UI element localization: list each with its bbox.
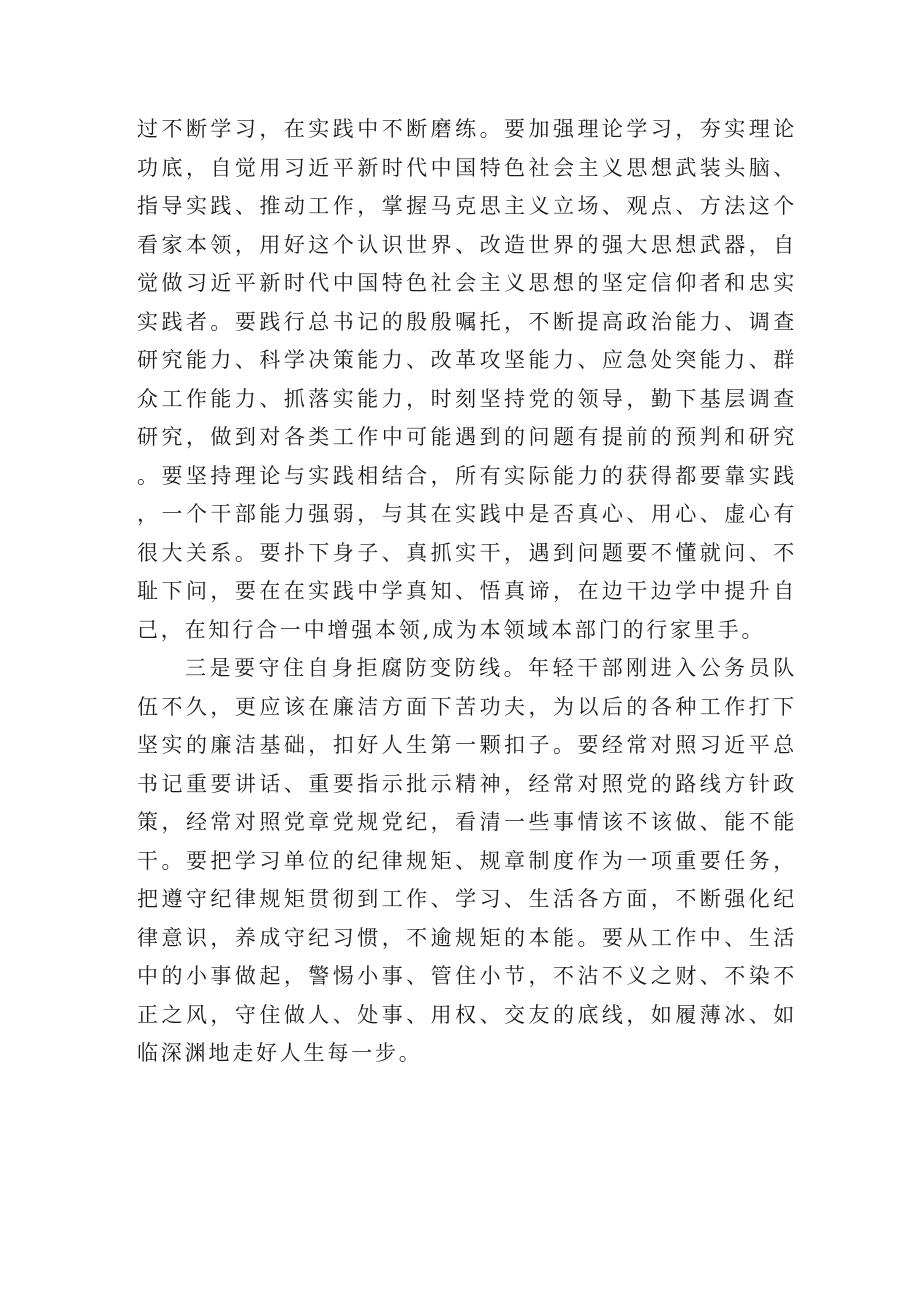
paragraph-anti-corruption: 三是要守住自身拒腐防变防线。年轻干部刚进入公务员队伍不久，更应该在廉洁方面下苦功夫，为以后的各种工作打下坚实的廉洁基础，扣好人生第一颗扣子。要经常对照习近平总书记重要讲话、重要指示批示精神，经常对照党的路线方针政策，经常对照党章党规党纪，看清一些事情该不该做、能不能干。要把学习单位的纪律规矩、规章制度作为一项重要任务，把遵守纪律规矩贯彻到工作、学习、生活各方面，不断强化纪律意识，养成守纪习惯，不逾规矩的本能。要从工作中、生活中的小事做起，警惕小事、管住小节，不沾不义之财、不染不正之风，守住做人、处事、用权、交友的底线，如履薄冰、如临深渊地走好人生每一步。: [137, 656, 797, 1065]
document-body: [137, 110, 797, 1073]
paragraph-practice-learning: 过不断学习，在实践中不断磨练。要加强理论学习，夯实理论功底，自觉用习近平新时代中国特色社会主义思想武装头脑、指导实践、推动工作，掌握马克思主义立场、观点、方法这个看家本领，用好这个认识世界、改造世界的强大思想武器，自觉做习近平新时代中国特色社会主义思想的坚定信仰者和忠实实践者。要践行总书记的殷殷嘱托，不断提高政治能力、调查研究能力、科学决策能力、改革攻坚能力、应急处突能力、群众工作能力、抓落实能力，时刻坚持党的领导，勤下基层调查研究，做到对各类工作中可能遇到的问题有提前的预判和研究。要坚持理论与实践相结合，所有实际能力的获得都要靠实践，一个干部能力强弱，与其在实践中是否真心、用心、虚心有很大关系。要扑下身子、真抓实干，遇到问题要不懂就问、不耻下问，要在在实践中学真知、悟真谛，在边干边学中提升自己，在知行合一中增强本领,成为本领域本部门的行家里手。: [137, 117, 797, 642]
